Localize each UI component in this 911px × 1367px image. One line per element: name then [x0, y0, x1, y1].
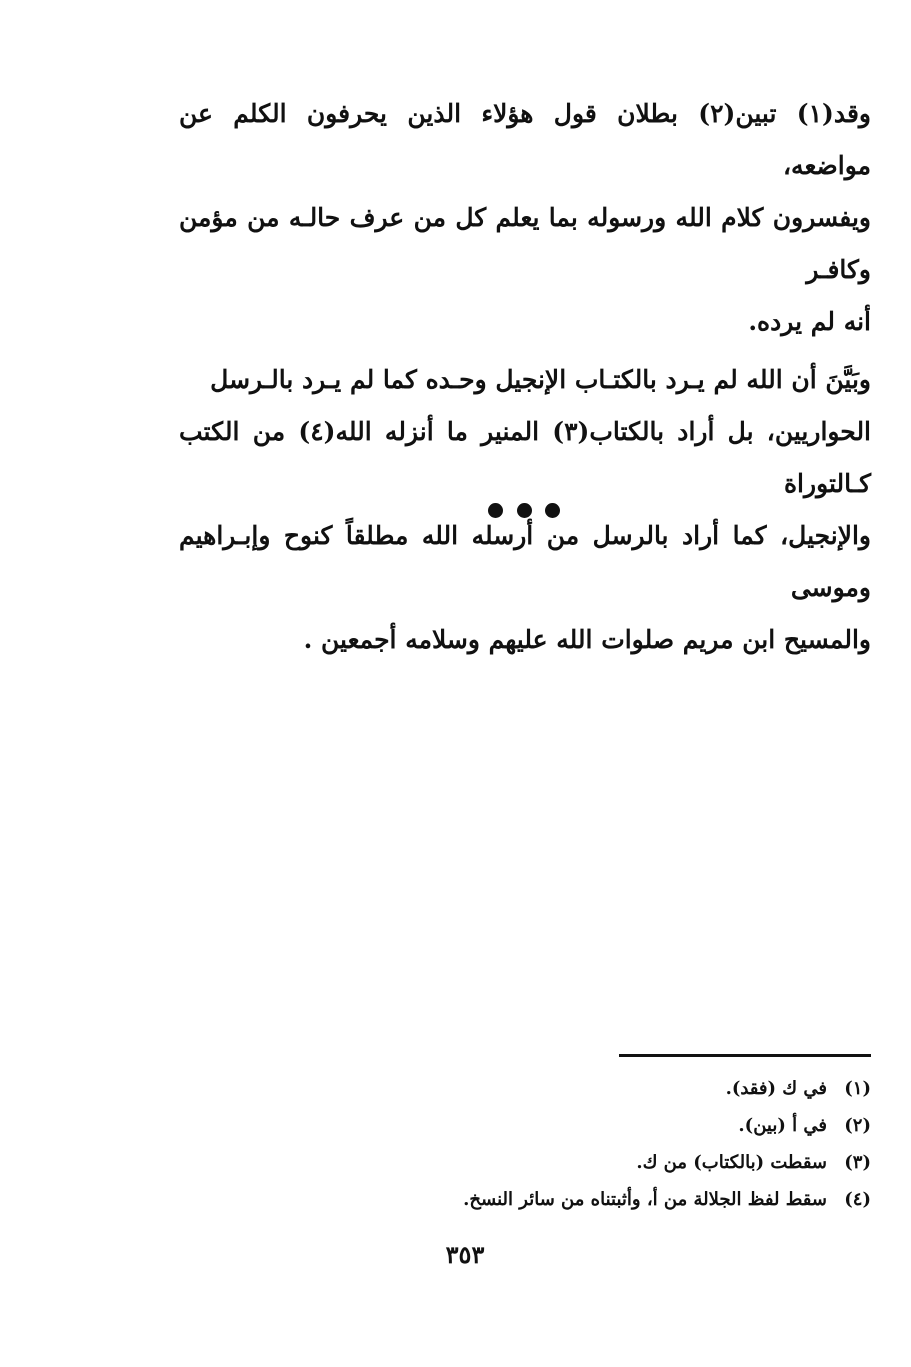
- footnote-number: (٤): [844, 1189, 871, 1210]
- footnote-number: (٢): [844, 1115, 871, 1136]
- footnote-separator: [619, 1054, 871, 1057]
- footnote-number: (٣): [844, 1152, 871, 1173]
- footnote-item: [179, 1144, 871, 1181]
- text-line: والإنجيل، كما أراد بالرسل من أرسله الله مطلقاً كنوح وإبـراهيم وموسى: [179, 521, 871, 602]
- text-line: الحواريين، بل أراد بالكتاب(٣) المنير ما أنزله الله(٤) من الكتب كـالتوراة: [179, 417, 872, 498]
- ornament-dot: [517, 503, 532, 518]
- ornament-dot: [488, 503, 503, 518]
- text-line: وبَيَّنَ أن الله لم يـرد بالكتـاب الإنجيل وحـده كما لم يـرد بالـرسل: [210, 365, 871, 394]
- main-text: [179, 88, 871, 672]
- text-line: ويفسرون كلام الله ورسوله بما يعلم كل من عرف حالـه من مؤمن وكافـر: [179, 203, 871, 284]
- footnote-text: في ك (فقد).: [725, 1078, 827, 1099]
- ornament-dot: [545, 503, 560, 518]
- footnote-text: في أ (بين).: [738, 1115, 827, 1136]
- page-number: ٣٥٣: [445, 1240, 485, 1269]
- text-line: أنه لم يرده.: [748, 307, 871, 336]
- footnote-item: [179, 1070, 871, 1107]
- footnotes: [179, 1070, 871, 1218]
- text-line: والمسيح ابن مريم صلوات الله عليهم وسلامه أجمعين .: [303, 625, 871, 654]
- paragraph-1: [179, 88, 871, 348]
- section-end-ornament: [488, 500, 560, 520]
- footnote-item: [179, 1107, 871, 1144]
- footnote-number: (١): [844, 1078, 871, 1099]
- footnote-text: سقطت (بالكتاب) من ك.: [636, 1152, 827, 1173]
- footnote-item: [179, 1181, 871, 1218]
- footnote-text: سقط لفظ الجلالة من أ، وأثبتناه من سائر النسخ.: [463, 1189, 827, 1210]
- text-line: وقد(١) تبين(٢) بطلان قول هؤلاء الذين يحرفون الكلم عن مواضعه،: [179, 99, 871, 180]
